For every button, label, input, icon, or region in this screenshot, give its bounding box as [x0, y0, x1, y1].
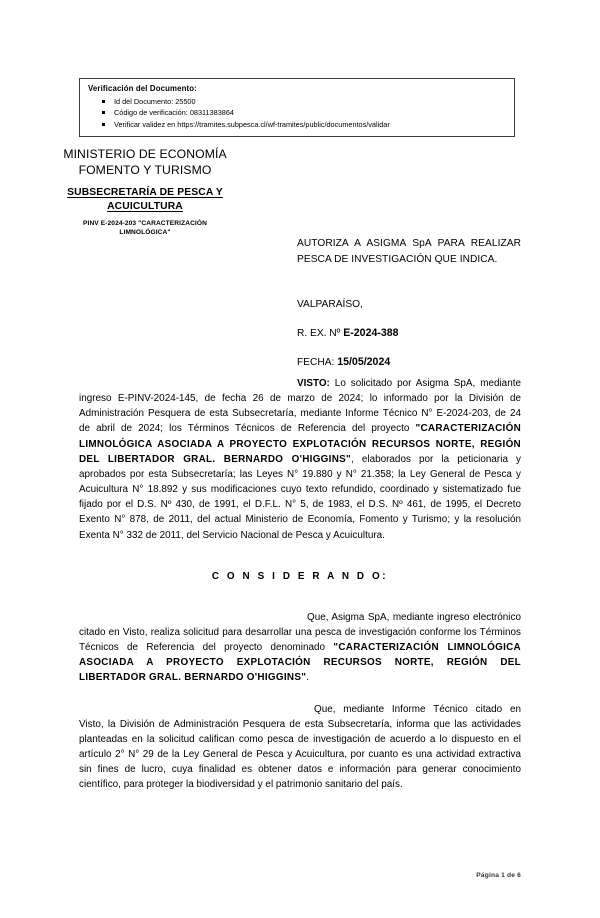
considerando-2-text: Que, mediante Informe Técnico citado en Visto, la División de Administración Pesquera de esta Subsecretaría, informa que las actividades planteadas en la solicitud califican como pesca de investigación de acuerdo a lo dispuesto en el artículo 2° N° 29 de la Ley General de Pesca y Acuicultura, por cuanto es una actividad extractiva sin fines de lucro, cuya finalidad es obtener datos e información para generar conocimiento científico, para proteger la biodiversidad y el patrimonio sanitario del país.	[79, 703, 521, 791]
project-reference	[22, 219, 268, 238]
ministry-line-1: MINISTERIO DE ECONOMÍA	[63, 147, 227, 161]
resolution-meta	[297, 236, 521, 371]
verification-list	[88, 96, 508, 131]
resolution-number	[297, 326, 521, 342]
spacer	[79, 686, 521, 702]
organization-header	[22, 146, 268, 238]
considerando-heading: C O N S I D E R A N D O:	[211, 570, 389, 582]
visto-heading: VISTO:	[297, 378, 330, 389]
resolution-number-label: R. EX. Nº	[297, 328, 344, 340]
resolution-date-label: FECHA:	[297, 357, 338, 369]
considerando-1-text-before: Que, Asigma SpA, mediante ingreso electrónico citado en Visto, realiza solicitud para desarrollar una pesca de investigación conforme los Términos Técnicos de Referencia del proyecto denominado	[79, 611, 521, 654]
page-number-label: Página 1 de 6	[476, 872, 521, 879]
visto-paragraph	[79, 376, 521, 543]
visto-project-title: "CARACTERIZACIÓN LIMNOLÓGICA ASOCIADA A PROYECTO EXPLOTACIÓN RECURSOS NORTE, REGIÓN DEL LIBERTADOR GRAL. BERNARDO O'HIGGINS"	[79, 423, 521, 465]
bullet-icon	[102, 123, 105, 126]
verification-item-label: Código de verificación: 08311383864	[114, 108, 234, 118]
bullet-icon	[102, 100, 105, 103]
ministry-name	[22, 146, 268, 178]
verification-item-validation-url	[88, 119, 508, 131]
document-body	[79, 376, 521, 792]
subsecretaria-name	[22, 186, 268, 213]
considerando-1-project-title: "CARACTERIZACIÓN LIMNOLÓGICA ASOCIADA A PROYECTO EXPLOTACIÓN RECURSOS NORTE, REGIÓN DEL LIBERTADOR GRAL. BERNARDO O'HIGGINS"	[79, 642, 521, 684]
project-reference-line-2: LIMNOLÓGICA"	[119, 229, 171, 237]
spacer	[79, 582, 521, 610]
subsecretaria-line-1: SUBSECRETARÍA DE PESCA Y	[67, 187, 223, 199]
bullet-icon	[102, 111, 105, 114]
considerando-1-text-after: .	[306, 672, 309, 684]
verification-title: Verificación del Documento:	[88, 84, 197, 93]
document-verification-box	[79, 78, 515, 137]
resolution-date-value: 15/05/2024	[337, 356, 391, 369]
ministry-line-2: FOMENTO Y TURISMO	[78, 163, 212, 178]
verification-item-code	[88, 107, 508, 119]
verification-item-label: Verificar validez en https://tramites.subpesca.cl/wf-tramites/public/documentos/validar	[114, 119, 390, 129]
project-reference-line-1: PINV E-2024-203 "CARACTERIZACIÓN	[83, 219, 207, 227]
spacer	[79, 543, 521, 571]
resolution-subject: AUTORIZA A ASIGMA SpA PARA REALIZAR PESCA DE INVESTIGACIÓN QUE INDICA.	[297, 238, 521, 265]
resolution-number-value: E-2024-388	[343, 327, 399, 340]
subsecretaria-line-2: ACUICULTURA	[107, 200, 183, 212]
considerando-paragraph-2	[79, 702, 521, 793]
verification-item-label: Id del Documento: 25500	[114, 96, 196, 106]
verification-item-document-id	[88, 96, 508, 108]
resolution-place: VALPARAÍSO,	[297, 299, 363, 310]
visto-text-before: Lo solicitado por Asigma SpA, mediante ingreso E-PINV-2024-145, de fecha 26 de marzo de 2024; lo informado por la División de Administración Pesquera de esta Subsecretaría, mediante Informe Técnico N° E-2024-203, de 24 de abril de 2024; los Términos Técnicos de Referencia del proyecto	[79, 378, 521, 435]
page-footer	[0, 872, 521, 879]
considerando-paragraph-1	[79, 610, 521, 686]
resolution-date	[297, 355, 521, 371]
visto-text-after: , elaborados por la peticionaria y aprobados por esta Subsecretaría; las Leyes N° 19.880 y N° 21.358; la Ley General de Pesca y Acuicultura N° 18.892 y sus modificaciones cuyo texto refundido, coordinado y sistematizado fue fijado por el D.S. Nº 430, de 1991, el D.F.L. N° 5, de 1983, el D.S. Nº 461, de 1995, el Decreto Exento N° 878, de 2011, del actual Ministerio de Economía, Fomento y Turismo; y la resolución Exenta N° 332 de 2011, del Servicio Nacional de Pesca y Acuicultura.	[79, 453, 521, 541]
